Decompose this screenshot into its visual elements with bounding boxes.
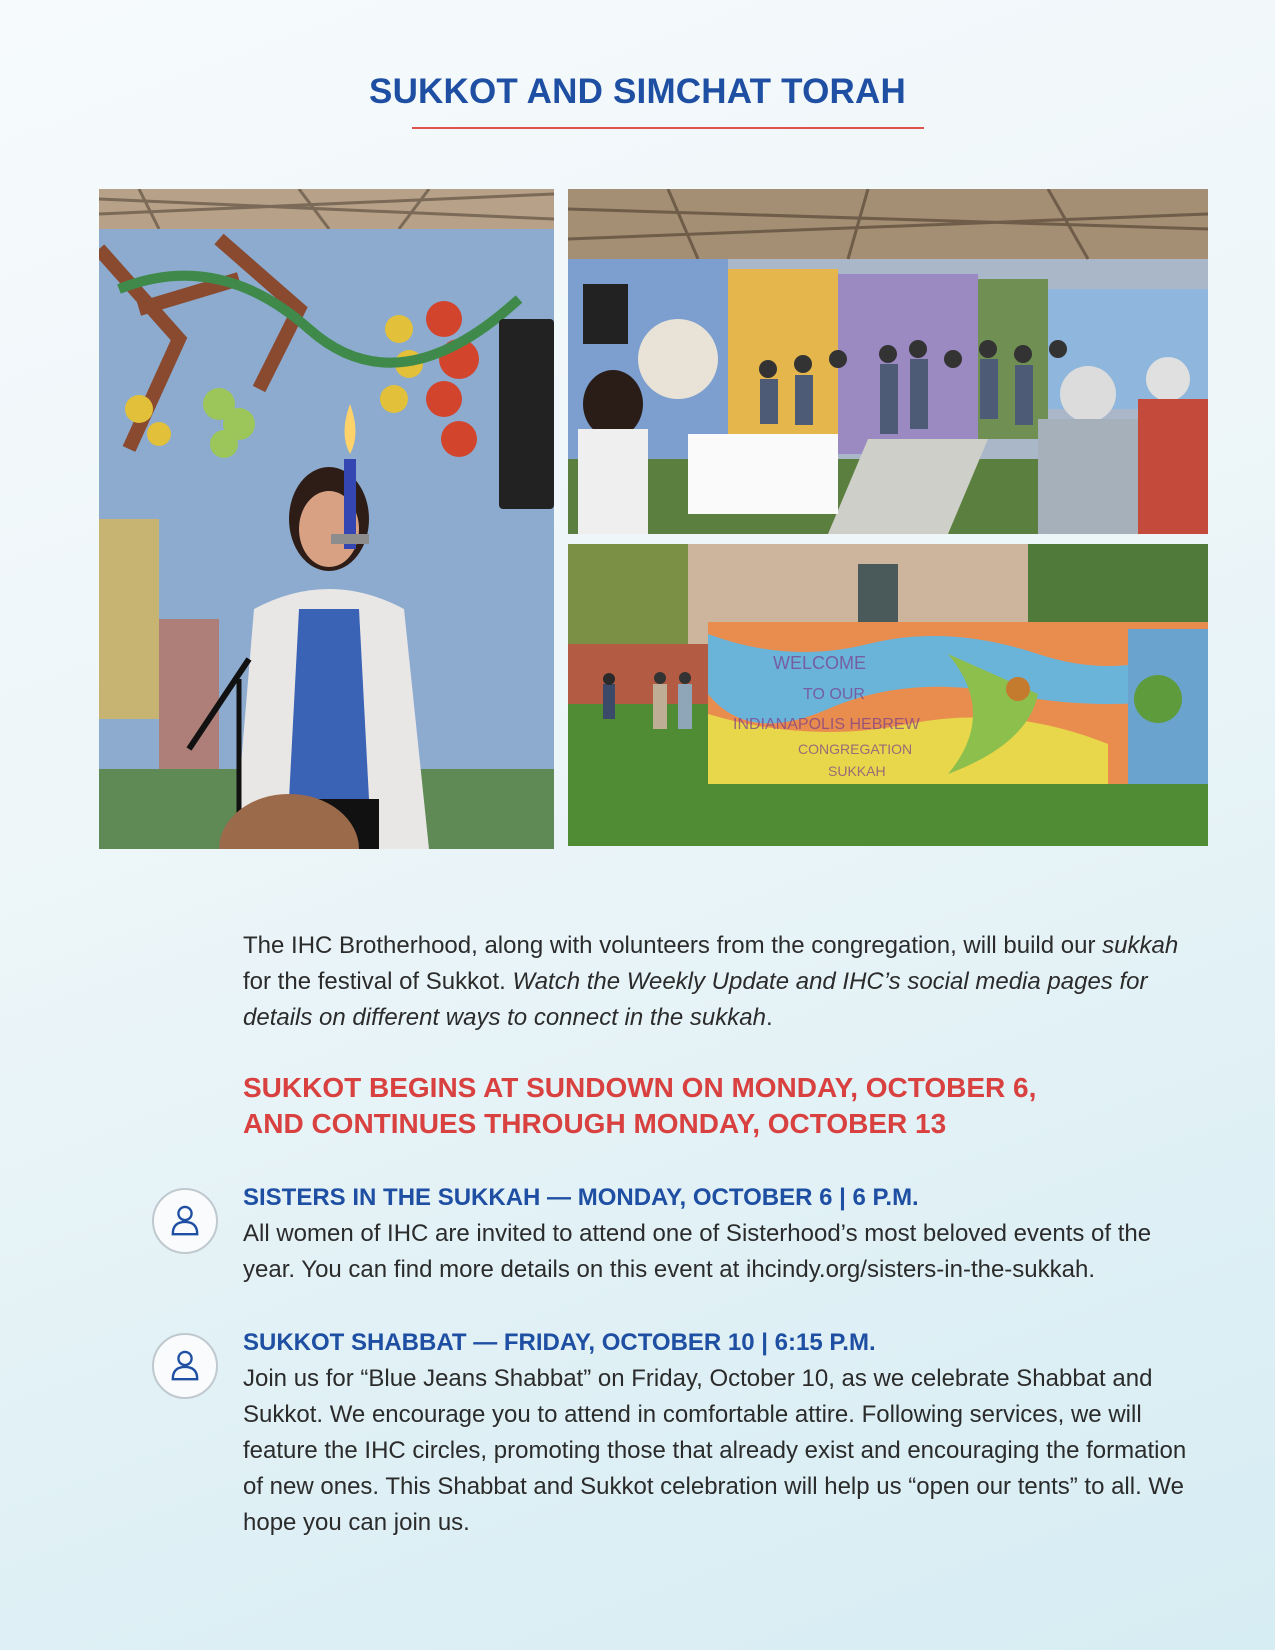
intro-emphasis-sukkah: sukkah <box>1102 932 1179 959</box>
svg-text:WELCOME: WELCOME <box>773 653 867 673</box>
person-icon <box>152 1333 218 1399</box>
sukkot-dates-announcement <box>243 1070 1188 1142</box>
page-title: SUKKOT AND SIMCHAT TORAH <box>369 72 906 111</box>
svg-text:INDIANAPOLIS HEBREW: INDIANAPOLIS HEBREW <box>733 716 920 733</box>
event-sisters-in-the-sukkah <box>243 1180 1188 1288</box>
event-heading: SISTERS IN THE SUKKAH — MONDAY, OCTOBER 6 | 6 P.M. <box>243 1184 919 1211</box>
title-divider <box>412 127 924 129</box>
person-icon <box>152 1188 218 1254</box>
announcement-line-1: SUKKOT BEGINS AT SUNDOWN ON MONDAY, OCTOBER 6, <box>243 1072 1037 1103</box>
intro-text-1: The IHC Brotherhood, along with volunteers from the congregation, will build our <box>243 932 1103 959</box>
svg-text:CONGREGATION: CONGREGATION <box>798 741 913 757</box>
photo-candle-lighting <box>99 189 554 849</box>
intro-paragraph <box>243 928 1188 1036</box>
event-sukkot-shabbat <box>243 1325 1188 1541</box>
event-description: Join us for “Blue Jeans Shabbat” on Friday, October 10, as we celebrate Shabbat and Sukkot. We encourage you to attend in comfortable attire. Following services, we will feature the IHC circles, promoting those that already exist and encouraging the formation of new ones. This Shabbat and Sukkot celebration will help us “open our tents” to all. We hope you can join us. <box>243 1365 1187 1536</box>
event-heading: SUKKOT SHABBAT — FRIDAY, OCTOBER 10 | 6:15 P.M. <box>243 1329 876 1356</box>
event-description: All women of IHC are invited to attend one of Sisterhood’s most beloved events of the year. You can find more details on this event at ihcindy.org/sisters-in-the-sukkah. <box>243 1220 1152 1283</box>
svg-text:TO OUR: TO OUR <box>803 686 865 703</box>
intro-emphasis-watch: Watch the Weekly Update and IHC’s social media pages for details on different ways to connect in the sukkah <box>243 968 1148 1031</box>
svg-text:SUKKAH: SUKKAH <box>828 763 886 779</box>
intro-text-3: . <box>765 1004 773 1031</box>
announcement-line-2: AND CONTINUES THROUGH MONDAY, OCTOBER 13 <box>243 1108 947 1139</box>
photo-sukkah-gathering <box>568 189 1208 534</box>
photo-sukkah-exterior <box>568 544 1208 846</box>
intro-text-2: for the festival of Sukkot. <box>243 968 513 995</box>
